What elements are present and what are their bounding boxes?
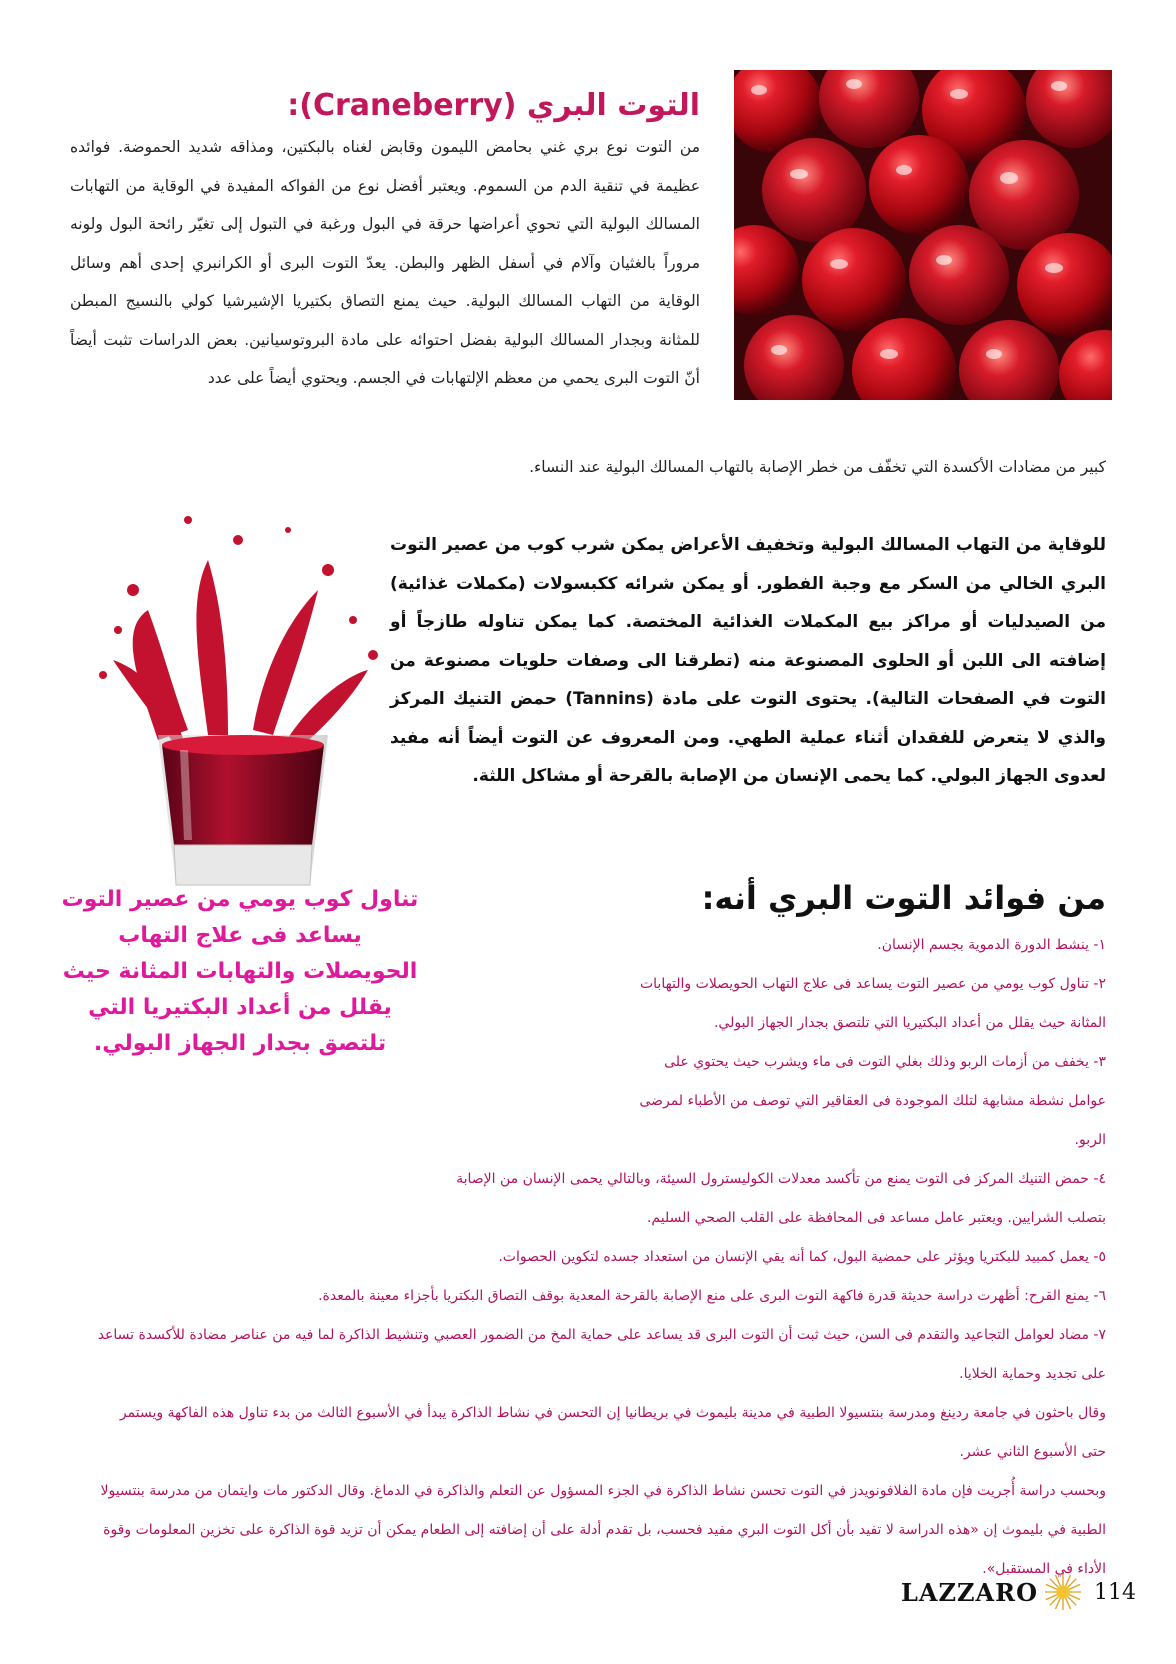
bold-paragraph: للوقاية من التهاب المسالك البولية وتخفيف الأعراض يمكن شرب كوب من عصير التوت البري الخالي من السكر مع وجبة الفطور. أو يمكن شرائه ككبسولات (مكملات غذائية) من الصيدليات أو مراكز بيع المكملات الغذائية المختصة. كما يمكن تناوله طازجاً أو إضافته الى اللبن أو الحلوى المصنوعة منه (تطرقنا الى وصفات حلويات مصنوعة من التوت في الصفحات التالية). يحتوى التوت على مادة (Tannins) حمض التنيك المركز والذي لا يتعرض للفقدان أثناء عملية الطهي. ومن المعروف عن التوت أيضاً أنه مفيد لعدوى الجهاز البولي. كما يحمى الإنسان من الإصابة بالقرحة أو مشاكل اللثة.	[390, 535, 1106, 786]
benefit-item: ١- ينشط الدورة الدموية بجسم الإنسان.	[877, 937, 1106, 953]
benefit-item: وبحسب دراسة أُجريت فإن مادة الفلافونويدز في التوت تحسن نشاط الذاكرة في الجزء المسؤول عن التعلم والذاكرة في الدماغ. وقال الدكتور مات وايتمان من مدرسة بنتسيولا الطبية في بليموث إن «هذه الدراسة لا تفيد بأن أكل التوت البري مفيد فحسب، بل تقدم أدلة على أن إضافته إلى الطعام يمكن أن تزيد قوة الذاكرة على تخزين المعلومات وقوة الأداء في المستقبل».	[100, 1483, 1106, 1577]
benefits-heading: من فوائد التوت البري أنه:	[701, 879, 1106, 917]
benefit-item: ٢- تناول كوب يومي من عصير التوت يساعد فى علاج التهاب الحويصلات والتهابات المثانة حيث يقلل من أعداد البكتيريا التي تلتصق بجدار الجهاز البولي.	[639, 976, 1106, 1031]
brand-name: LAZZARO	[900, 1577, 1038, 1607]
benefit-item: ٤- حمض التنيك المركز فى التوت يمنع من تأكسد معدلات الكوليسترول السيئة، وبالتالي يحمى الإنسان من الإصابة بتصلب الشرايين. ويعتبر عامل مساعد فى المحافظة على القلب الصحي السليم.	[456, 1171, 1106, 1226]
cranberries-photo	[734, 70, 1112, 400]
benefit-item: ٧- مضاد لعوامل التجاعيد والتقدم فى السن، حيث ثبت أن التوت البرى قد يساعد على حماية المخ من الضمور العصبي وتنشيط الذاكرة لما فيه من عناصر مضادة للأكسدة تساعد على تجديد وحماية الخلايا.	[97, 1327, 1106, 1382]
benefit-item: ٦- يمنع القرح: أظهرت دراسة حديثة قدرة فاكهة التوت البرى على منع الإصابة بالقرحة المعدية بوقف التصاق البكتريا بأجزاء معينة بالمعدة.	[318, 1288, 1106, 1304]
page-number: 114	[1094, 1579, 1136, 1605]
juice-glass-splash	[88, 500, 398, 890]
article-title: التوت البري (Craneberry):	[287, 88, 700, 123]
sun-logo-icon	[1044, 1573, 1082, 1611]
benefit-item: ٥- يعمل كمبيد للبكتريا ويؤثر على حمضية البول، كما أنه يقي الإنسان من استعداد جسده لتكوين الحصوات.	[498, 1249, 1106, 1265]
intro-paragraph-tail: كبير من مضادات الأكسدة التي تخفّف من خطر الإصابة بالتهاب المسالك البولية عند النساء.	[529, 458, 1106, 476]
benefit-item: وقال باحثون في جامعة ردينغ ومدرسة بنتسيولا الطبية في مدينة بليموث في بريطانيا إن التحسن في نشاط الذاكرة يبدأ في الأسبوع الثالث من بدء تناول هذه الفاكهة ويستمر حتى الأسبوع الثاني عشر.	[119, 1405, 1106, 1460]
benefits-list	[82, 926, 1106, 1589]
intro-paragraph: من التوت نوع بري غني بحامض الليمون وقابض لغناه بالبكتين، ومذاقه شديد الحموضة. فوائده عظيمة في تنقية الدم من السموم. ويعتبر أفضل نوع من الفواكه المفيدة في الوقاية من التهابات المسالك البولية التي تحوي أعراضها حرقة في البول ورغبة في التبول إلى تغيّر رائحة البول ولونه مروراً بالغثيان وآلام في أسفل الظهر والبطن. يعدّ التوت البرى أو الكرانبري إحدى أهم وسائل الوقاية من التهاب المسالك البولية. حيث يمنع التصاق بكتيريا الإشيرشيا كولي بالنسيج المبطن للمثانة وبجدار المسالك البولية بفضل احتوائه على مادة البروتوسيانين. بعض الدراسات تثبت أيضاً أنّ التوت البرى يحمي من معظم الإلتهابات في الجسم. ويحتوي أيضاً على عدد	[70, 138, 700, 387]
callout-quote: تناول كوب يومي من عصير التوت يساعد فى علاج التهاب الحويصلات والتهابات المثانة حيث يقلل من أعداد البكتيريا التي تلتصق بجدار الجهاز البولي.	[61, 887, 419, 1056]
benefit-item: ٣- يخفف من أزمات الربو وذلك بغلي التوت فى ماء ويشرب حيث يحتوي على عوامل نشطة مشابهة لتلك الموجودة فى العقاقير التي توصف من الأطباء لمرضى الربو.	[639, 1054, 1106, 1148]
page-footer	[901, 1572, 1136, 1612]
